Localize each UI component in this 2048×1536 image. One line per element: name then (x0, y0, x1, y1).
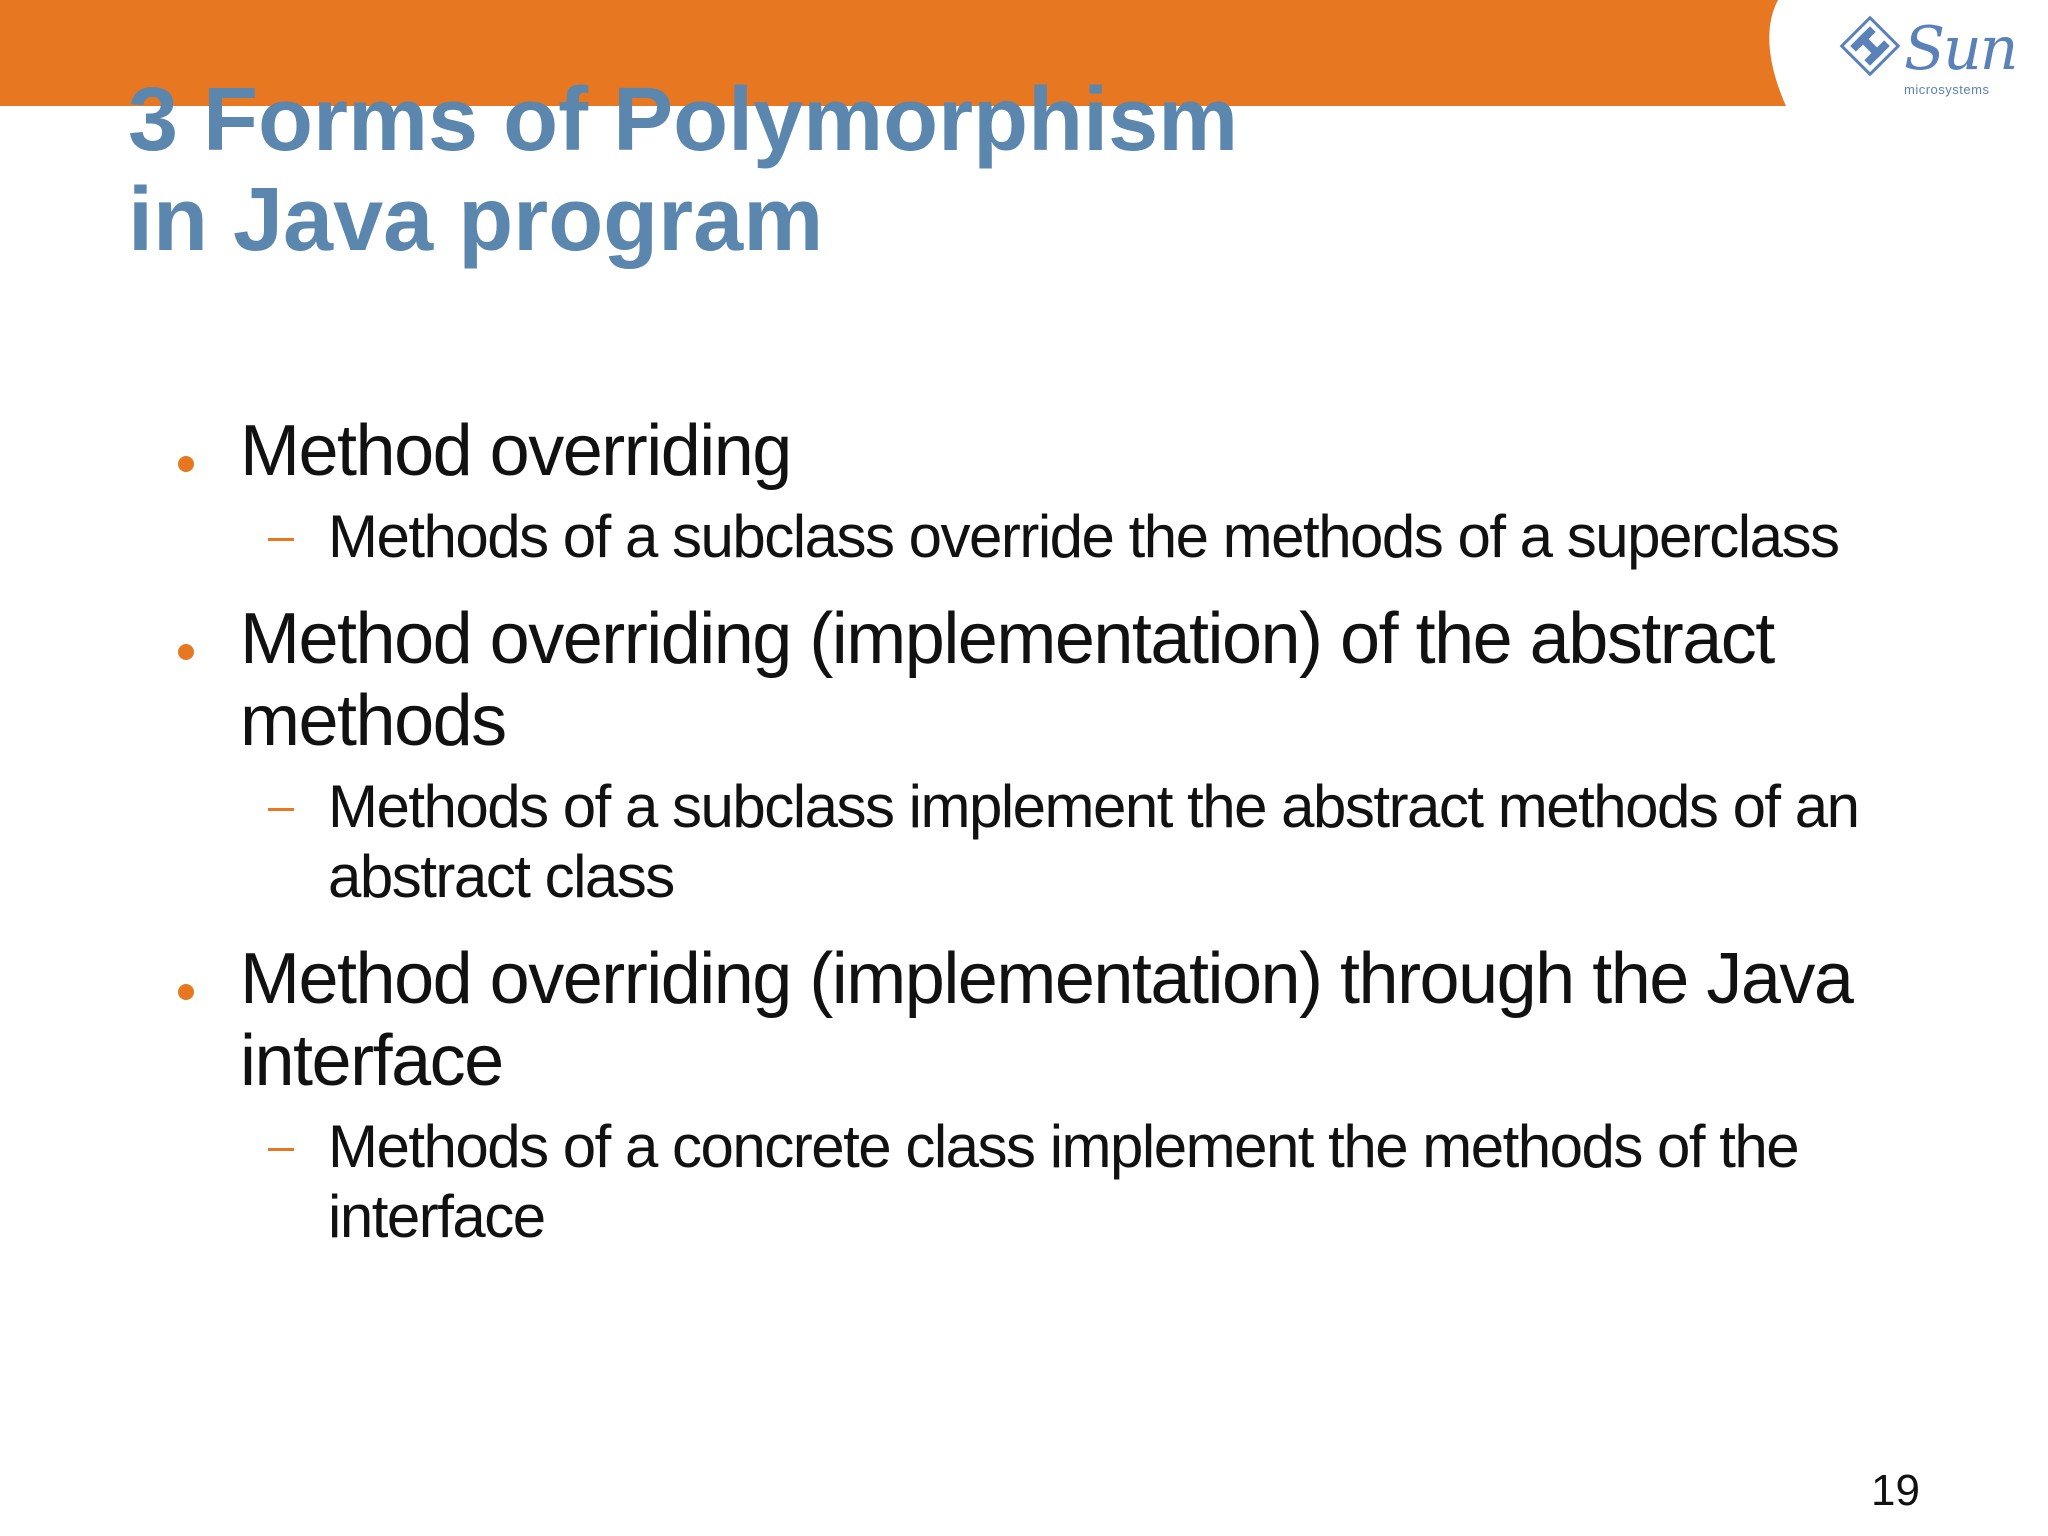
dash-icon (268, 538, 294, 541)
bullet-item (160, 938, 1920, 1102)
logo-wordmark: Sun (1904, 14, 2017, 84)
sub-bullet-item (160, 502, 1920, 572)
sub-bullet-item (160, 1112, 1920, 1252)
bullet-dot-icon (178, 456, 194, 472)
bullet-item (160, 410, 1920, 492)
sub-bullet-text: Methods of a subclass implement the abstract methods of an abstract class (328, 773, 1859, 910)
bullet-dot-icon (178, 644, 194, 660)
sun-diamond-icon (1838, 14, 1902, 78)
page-number: 19 (1871, 1466, 1920, 1515)
sub-bullet-item (160, 772, 1920, 912)
sub-bullet-text: Methods of a subclass override the methods of a superclass (328, 503, 1839, 570)
bullet-text: Method overriding (implementation) through the Java interface (240, 939, 1853, 1101)
bullet-item (160, 598, 1920, 762)
dash-icon (268, 1148, 294, 1151)
dash-icon (268, 808, 294, 811)
logo-subtitle: microsystems (1904, 82, 1990, 97)
bullet-list (160, 410, 1920, 1252)
title-line-2: in Java program (128, 170, 824, 270)
sun-microsystems-logo (1838, 14, 2018, 104)
bullet-dot-icon (178, 984, 194, 1000)
title-line-1: 3 Forms of Polymorphism (128, 70, 1239, 170)
slide-title (128, 70, 1238, 270)
sub-bullet-text: Methods of a concrete class implement the methods of the interface (328, 1113, 1799, 1250)
bullet-text: Method overriding (implementation) of the abstract methods (240, 599, 1774, 761)
bullet-text: Method overriding (240, 411, 791, 491)
